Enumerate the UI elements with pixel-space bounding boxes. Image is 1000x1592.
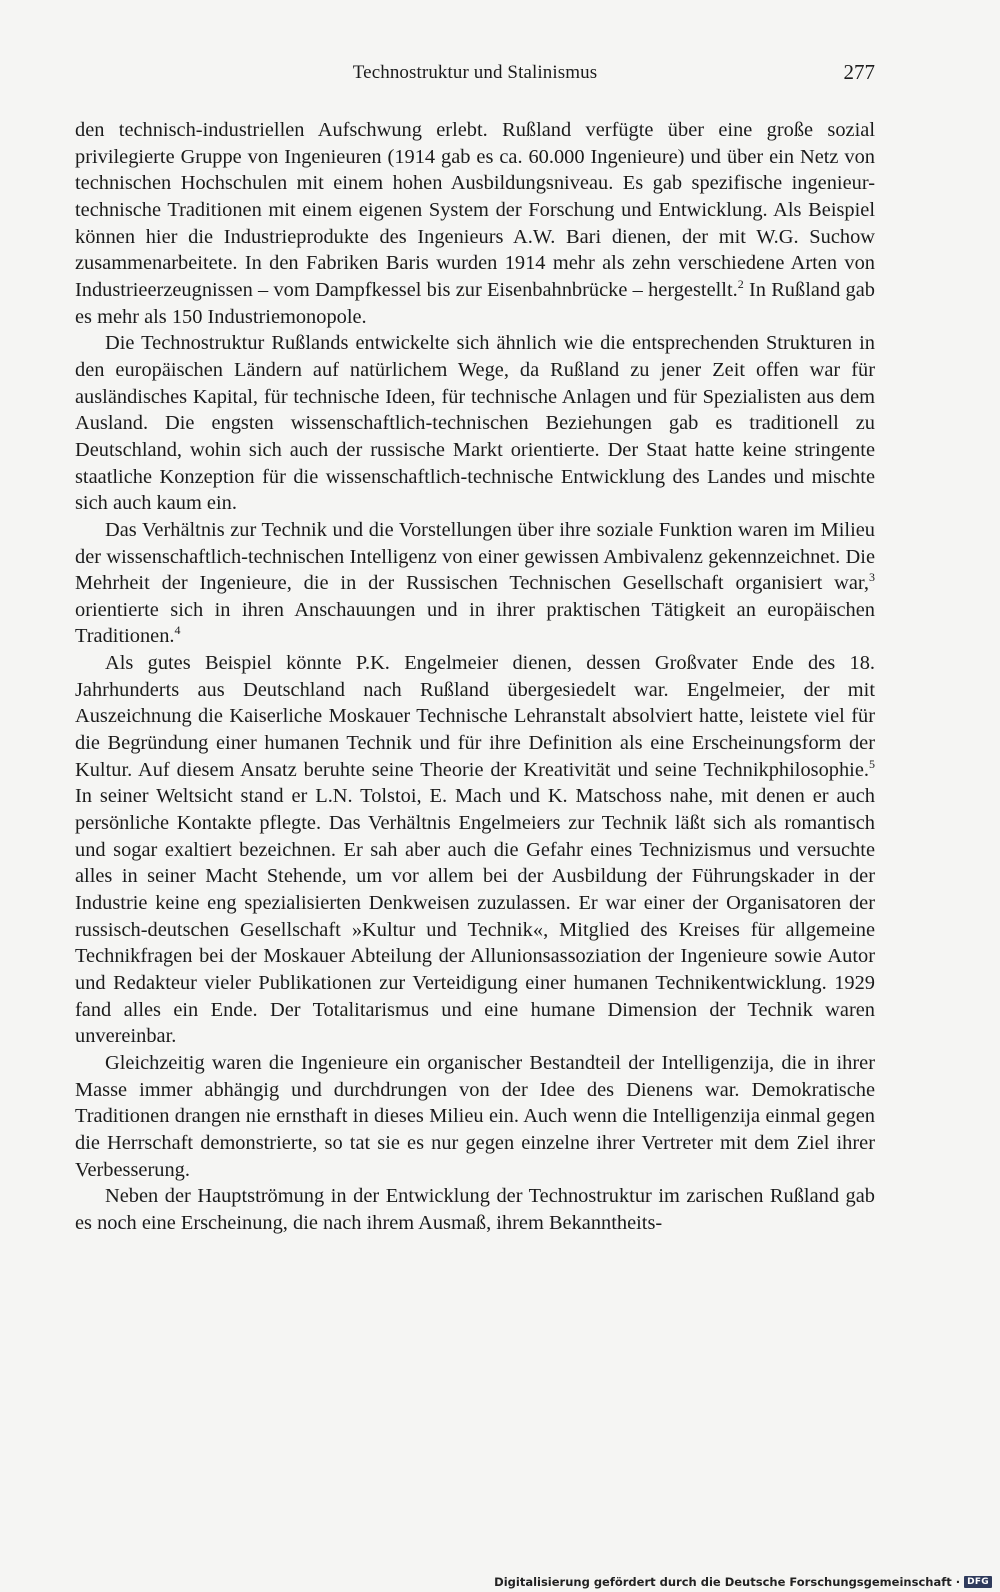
- dfg-logo: DFG: [964, 1576, 992, 1588]
- paragraph-text: In seiner Weltsicht stand er L.N. Tolstoi, E. Mach und K. Matschoss nahe, mit denen er auch persönliche Kontakte pflegte. Das Verhältnis Engelmeiers zur Technik läßt sich als romantisch und sogar exaltiert bezeichnen. Er sah aber auch die Gefahr eines Technizismus und versuchte alles in seiner Macht Stehende, um vor allem bei der Ausbildung der Führungskader in der Industrie keine eng spezialisierten Denkweisen zuzulassen. Er war einer der Organisatoren der russisch-deutschen Gesellschaft »Kultur und Technik«, Mitglied des Kreises für allgemeine Technikfragen bei der Moskauer Abteilung der Allunionsassoziation der Ingenieure sowie Autor und Redakteur vieler Publikationen zur Verteidigung einer humanen Technikentwicklung. 1929 fand alles ein Ende. Der Totalitarismus und eine humane Dimension der Technik waren unvereinbar.: [75, 785, 875, 1048]
- paragraph-1: [75, 117, 875, 330]
- paragraph-text: Die Technostruktur Rußlands entwickelte sich ähnlich wie die entsprechenden Strukturen in den europäischen Ländern auf natürlichem Wege, da Rußland zu jener Zeit offen war für ausländisches Kapital, für technische Ideen, für technische Anlagen und für Spezialisten aus dem Ausland. Die engsten wissenschaftlich-technischen Beziehungen gab es traditionell zu Deutschland, wohin sich auch der russische Markt orientierte. Der Staat hatte keine stringente staatliche Konzeption für die wissenschaftlich-technische Entwicklung des Landes und mischte sich auch kaum ein.: [75, 332, 875, 515]
- paragraph-5: [75, 1050, 875, 1183]
- paragraph-text: Das Verhältnis zur Technik und die Vorstellungen über ihre soziale Funktion waren im Milieu der wissenschaftlich-technischen Intelligenz von einer gewissen Ambivalenz gekennzeichnet. Die Mehrheit der Ingenieure, die in der Russischen Technischen Gesellschaft organisiert war,: [75, 518, 875, 595]
- credit-text: Digitalisierung gefördert durch die Deutsche Forschungsgemeinschaft ·: [494, 1575, 961, 1589]
- paragraph-6: [75, 1183, 875, 1236]
- digitization-credit: [494, 1572, 992, 1592]
- paragraph-text: den technisch-industriellen Aufschwung erlebt. Rußland verfügte über eine große sozial privilegierte Gruppe von Ingenieuren (1914 gab es ca. 60.000 Ingenieure) und über ein Netz von technischen Hochschulen mit einem hohen Ausbildungsniveau. Es gab spezifische ingenieur-technische Traditionen mit einem eigenen System der Forschung und Entwicklung. Als Beispiel können hier die Industrieprodukte des Ingenieurs A.W. Bari dienen, der mit W.G. Suchow zusammenarbeitete. In den Fabriken Baris wurden 1914 mehr als zehn verschiedene Arten von Industrieerzeugnissen – vom Dampfkessel bis zur Eisenbahnbrücke – hergestellt.: [75, 119, 875, 301]
- body-text: [75, 117, 875, 1237]
- paragraph-text: Neben der Hauptströmung in der Entwicklung der Technostruktur im zarischen Rußland gab es noch eine Erscheinung, die nach ihrem Ausmaß, ihrem Bekanntheits-: [75, 1185, 875, 1234]
- paragraph-3: [75, 517, 875, 650]
- page-header: [75, 62, 875, 92]
- paragraph-text: orientierte sich in ihren Anschauungen und in ihrer praktischen Tätigkeit an europäischen Traditionen.: [75, 598, 875, 648]
- page-number: 277: [843, 60, 875, 84]
- paragraph-text: Gleichzeitig waren die Ingenieure ein organischer Bestandteil der Intelligenzija, die in ihrer Masse immer abhängig und durchdrungen von der Idee des Dienens war. Demokratische Traditionen drangen nie ernsthaft in dieses Milieu ein. Auch wenn die Intelligenzija einmal gegen die Herrschaft demonstrierte, so tat sie es nur gegen einzelne ihrer Vertreter mit dem Ziel ihrer Verbesserung.: [75, 1051, 875, 1181]
- paragraph-4: [75, 650, 875, 1050]
- paragraph-text: In Rußland gab es mehr als 150 Industriemonopole.: [75, 278, 875, 328]
- footnote-ref-4: 4: [174, 623, 181, 638]
- footnote-ref-3: 3: [869, 570, 875, 585]
- paragraph-2: [75, 330, 875, 517]
- footnote-ref-5: 5: [869, 756, 875, 771]
- footnote-ref-2: 2: [737, 276, 744, 291]
- paragraph-text: Als gutes Beispiel könnte P.K. Engelmeier dienen, dessen Großvater Ende des 18. Jahrhunderts aus Deutschland nach Rußland übergesiedelt war. Engelmeier, der mit Auszeichnung die Kaiserliche Moskauer Technische Lehranstalt absolviert hatte, leistete viel für die Begründung einer humanen Technik und für ihre Definition als eine Erscheinungsform der Kultur. Auf diesem Ansatz beruhte seine Theorie der Kreativität und seine Technikphilosophie.: [75, 652, 875, 781]
- running-title: Technostruktur und Stalinismus: [352, 62, 598, 83]
